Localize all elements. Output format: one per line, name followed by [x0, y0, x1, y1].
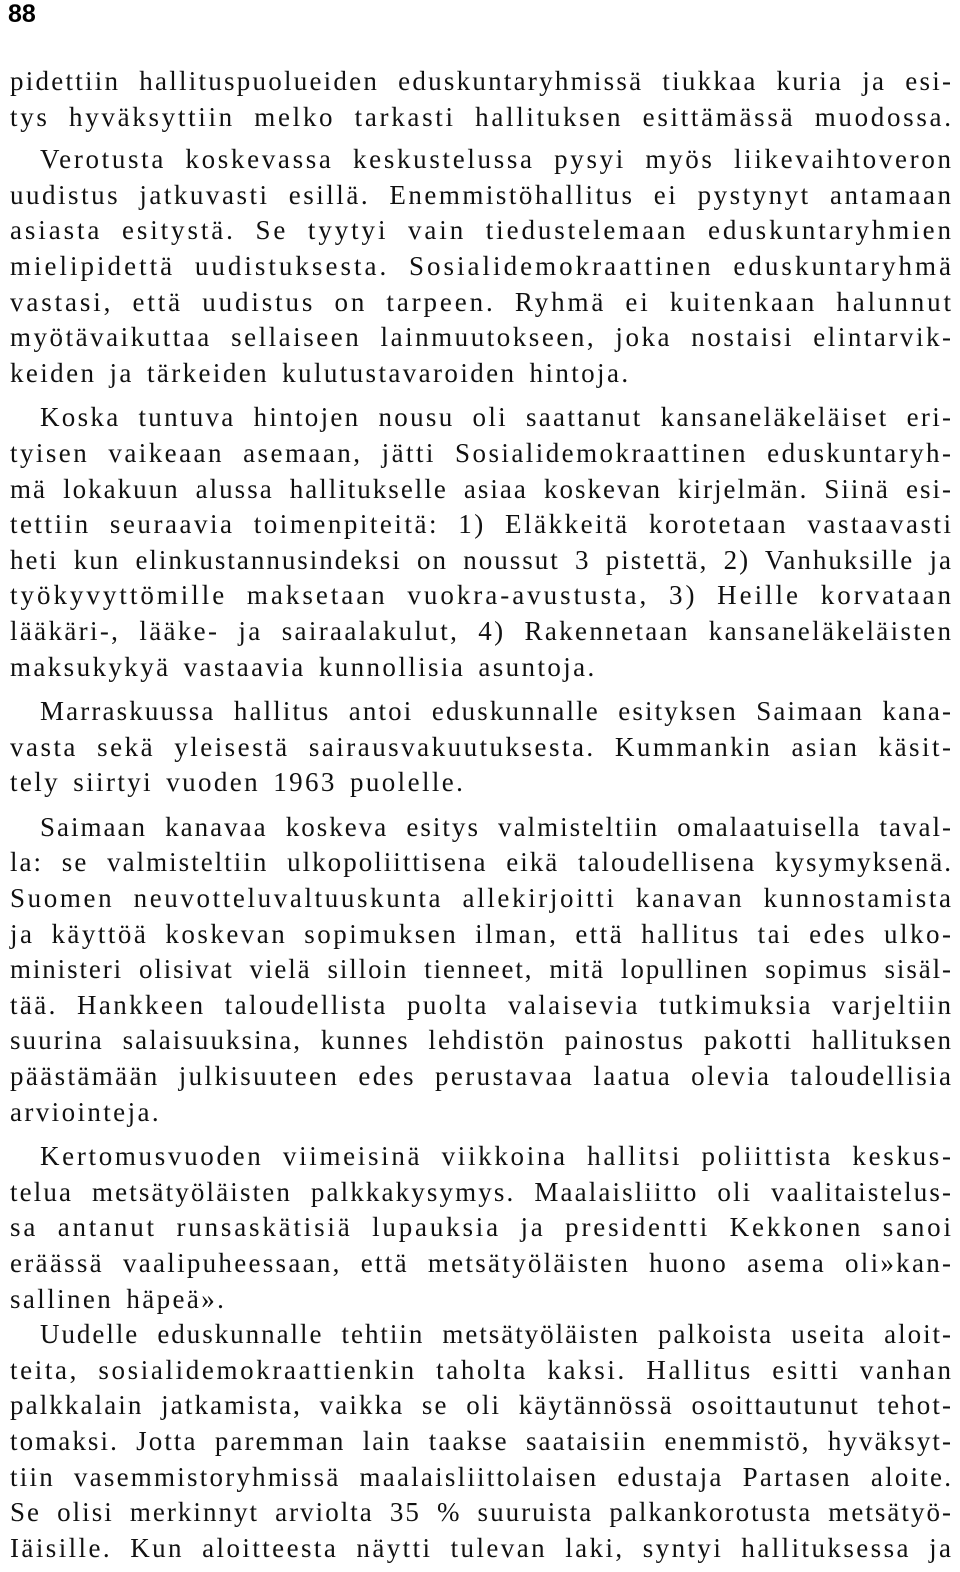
paragraph [10, 64, 954, 135]
text-line: palkkalain jatkamista, vaikka se oli käytännössä osoittautunut tehot- [10, 1390, 954, 1421]
text-line: tyisen vaikeaan asemaan, jätti Sosialidemokraattinen eduskuntaryh- [10, 437, 954, 468]
text-line: heti kun elinkustannusindeksi on noussut 3 pistettä, 2) Vanhuksille ja [10, 544, 953, 575]
text-line: Suomen neuvotteluvaltuuskunta allekirjoitti kanavan kunnostamista [10, 883, 954, 914]
text-line: suurina salaisuuksina, kunnes lehdistön painostus pakotti hallituksen [10, 1025, 954, 1056]
text-line: tää. Hankkeen taloudellista puolta valaisevia tutkimuksia varjeltiin [10, 989, 954, 1020]
body-text [10, 64, 955, 1566]
text-line: ministeri olisivat vielä silloin tienneet, mitä lopullinen sopimus sisäl- [10, 954, 953, 985]
text-line: arviointeja. [10, 1096, 161, 1127]
text-line: Kertomusvuoden viimeisinä viikkoina hallitsi poliittista keskus- [40, 1141, 954, 1172]
text-line: työkyvyttömille maksetaan vuokra-avustusta, 3) Heille korvataan [10, 580, 954, 611]
paragraph [10, 810, 954, 1130]
text-line: keiden ja tärkeiden kulutustavaroiden hintoja. [10, 357, 631, 388]
text-line: sallinen häpeä». [10, 1283, 227, 1314]
text-line: la: se valmisteltiin ulkopoliittisena eikä taloudellisena kysymyksenä. [10, 847, 954, 878]
paragraph [10, 1317, 954, 1566]
paragraph [10, 142, 955, 391]
text-line: myötävaikuttaa sellaiseen lainmuutokseen, joka nostaisi elintarvik- [10, 322, 954, 353]
text-line: tely siirtyi vuoden 1963 puolelle. [10, 767, 466, 798]
text-line: uudistus jatkuvasti esillä. Enemmistöhallitus ei pystynyt antamaan [10, 179, 954, 210]
text-line: pidettiin hallituspuolueiden eduskuntaryhmissä tiukkaa kuria ja esi- [10, 66, 954, 96]
paragraph [10, 694, 954, 801]
text-line: päästämään julkisuuteen edes perustavaa laatua olevia taloudellisia [10, 1061, 954, 1092]
text-line: Verotusta koskevassa keskustelussa pysyi myös liikevaihtoveron [40, 144, 954, 175]
paragraph [10, 400, 954, 685]
text-line: eräässä vaalipuheessaan, että metsätyöläisten huono asema oli»kan- [10, 1248, 954, 1278]
text-line: tettiin seuraavia toimenpiteitä: 1) Eläkkeitä korotetaan vastaavasti [10, 509, 954, 540]
text-line: tiin vasemmistoryhmissä maalaisliittolaisen edustaja Partasen aloite. [10, 1461, 954, 1492]
text-line: telua metsätyöläisten palkkakysymys. Maalaisliitto oli vaalitaistelus- [10, 1176, 954, 1207]
text-line: asiasta esitystä. Se tyytyi vain tiedustelemaan eduskuntaryhmien [10, 215, 954, 246]
text-line: tomaksi. Jotta paremman lain taakse saataisiin enemmistö, hyväksyt- [10, 1425, 954, 1456]
text-line: Marraskuussa hallitus antoi eduskunnalle esityksen Saimaan kana- [40, 696, 954, 727]
page-number: 88 [8, 0, 36, 28]
text-line: mielipidettä uudistuksesta. Sosialidemokraattinen eduskuntaryhmä [10, 250, 955, 281]
text-line: vasta sekä yleisestä sairausvakuutuksesta. Kummankin asian käsit- [10, 731, 954, 762]
text-line: maksukykyä vastaavia kunnollisia asuntoja. [10, 651, 597, 682]
text-line: sa antanut runsaskätisiä lupauksia ja presidentti Kekkonen sanoi [10, 1212, 954, 1243]
text-line: Se olisi merkinnyt arviolta 35 % suuruista palkankorotusta metsätyö- [10, 1497, 954, 1528]
text-line: Uudelle eduskunnalle tehtiin metsätyöläisten palkoista useita aloit- [40, 1319, 953, 1350]
text-line: vastasi, että uudistus on tarpeen. Ryhmä ei kuitenkaan halunnut [10, 286, 954, 317]
text-line: teita, sosialidemokraattienkin taholta kaksi. Hallitus esitti vanhan [10, 1354, 954, 1385]
text-line: Koska tuntuva hintojen nousu oli saattanut kansaneläkeläiset eri- [40, 402, 954, 433]
text-line: ja käyttöä koskevan sopimuksen ilman, että hallitus tai edes ulko- [10, 918, 954, 949]
text-line: lääkäri-, lääke- ja sairaalakulut, 4) Rakennetaan kansaneläkeläisten [10, 615, 954, 646]
paragraph [10, 1139, 954, 1317]
text-line: tys hyväksyttiin melko tarkasti hallituksen esittämässä muodossa. [10, 101, 954, 132]
text-line: mä lokakuun alussa hallitukselle asiaa koskevan kirjelmän. Siinä esi- [10, 473, 954, 504]
text-line: Saimaan kanavaa koskeva esitys valmisteltiin omalaatuisella taval- [40, 811, 953, 842]
text-line: Iäisille. Kun aloitteesta näytti tulevan laki, syntyi hallituksessa ja [10, 1532, 954, 1563]
